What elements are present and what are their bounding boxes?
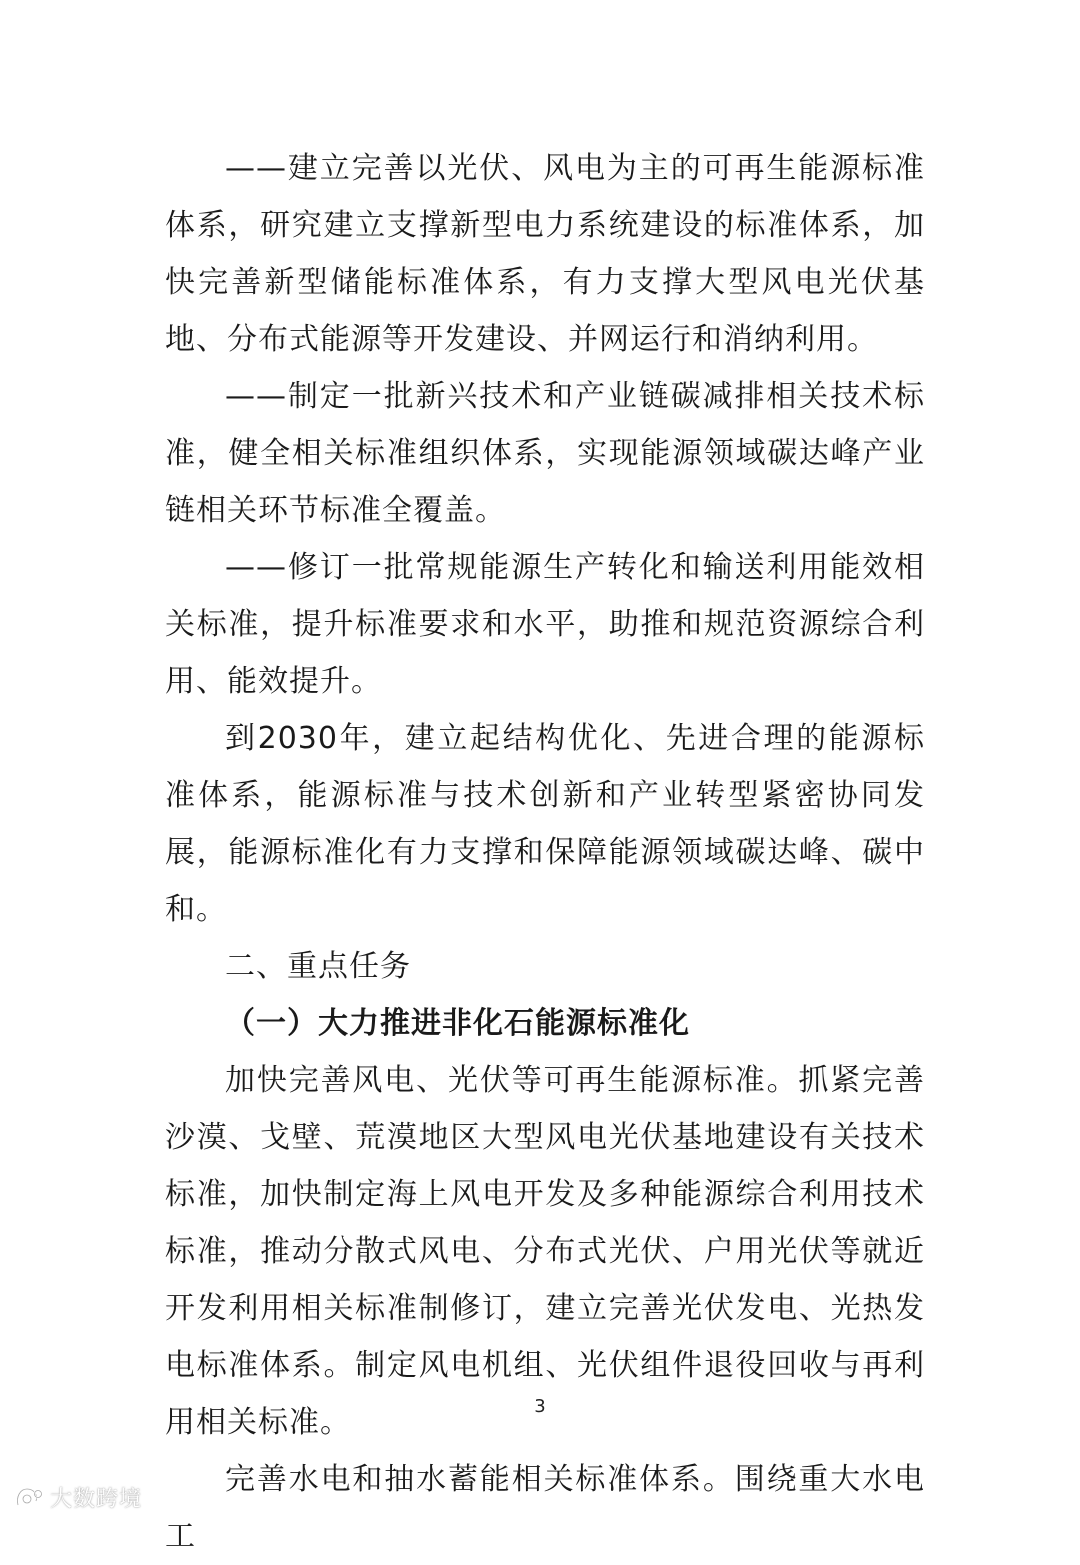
subsection-heading-non-fossil: （一）大力推进非化石能源标准化 — [225, 1006, 690, 1041]
section-heading-key-tasks: 二、重点任务 — [225, 949, 411, 984]
watermark-text: 大数跨境 — [50, 1487, 143, 1512]
brand-logo-icon — [14, 1485, 44, 1511]
paragraph-hydro: 完善水电和抽水蓄能相关标准体系。围绕重大水电工 — [165, 1462, 925, 1554]
paragraph-efficiency-standards: ——修订一批常规能源生产转化和输送利用能效相关标准，提升标准要求和水平，助推和规范资源综合利用、能效提升。 — [165, 550, 925, 699]
paragraph-renewable-standards: ——建立完善以光伏、风电为主的可再生能源标准体系，研究建立支撑新型电力系统建设的标准体系，加快完善新型储能标准体系，有力支撑大型风电光伏基地、分布式能源等开发建设、并网运行和消纳利用。 — [165, 151, 925, 357]
page-number: 3 — [534, 1396, 546, 1417]
watermark — [14, 1482, 142, 1513]
paragraph-wind-solar: 加快完善风电、光伏等可再生能源标准。抓紧完善沙漠、戈壁、荒漠地区大型风电光伏基地建设有关技术标准，加快制定海上风电开发及多种能源综合利用技术标准，推动分散式风电、分布式光伏、户用光伏等就近开发利用相关标准制修订，建立完善光伏发电、光热发电标准体系。制定风电机组、光伏组件退役回收与再利用相关标准。 — [165, 1063, 925, 1440]
document-body — [165, 140, 925, 1565]
paragraph-carbon-reduction-standards: ——制定一批新兴技术和产业链碳减排相关技术标准，健全相关标准组织体系，实现能源领域碳达峰产业链相关环节标准全覆盖。 — [165, 379, 925, 528]
paragraph-2030-goal: 到2030年，建立起结构优化、先进合理的能源标准体系，能源标准与技术创新和产业转型紧密协同发展，能源标准化有力支撑和保障能源领域碳达峰、碳中和。 — [165, 721, 925, 927]
